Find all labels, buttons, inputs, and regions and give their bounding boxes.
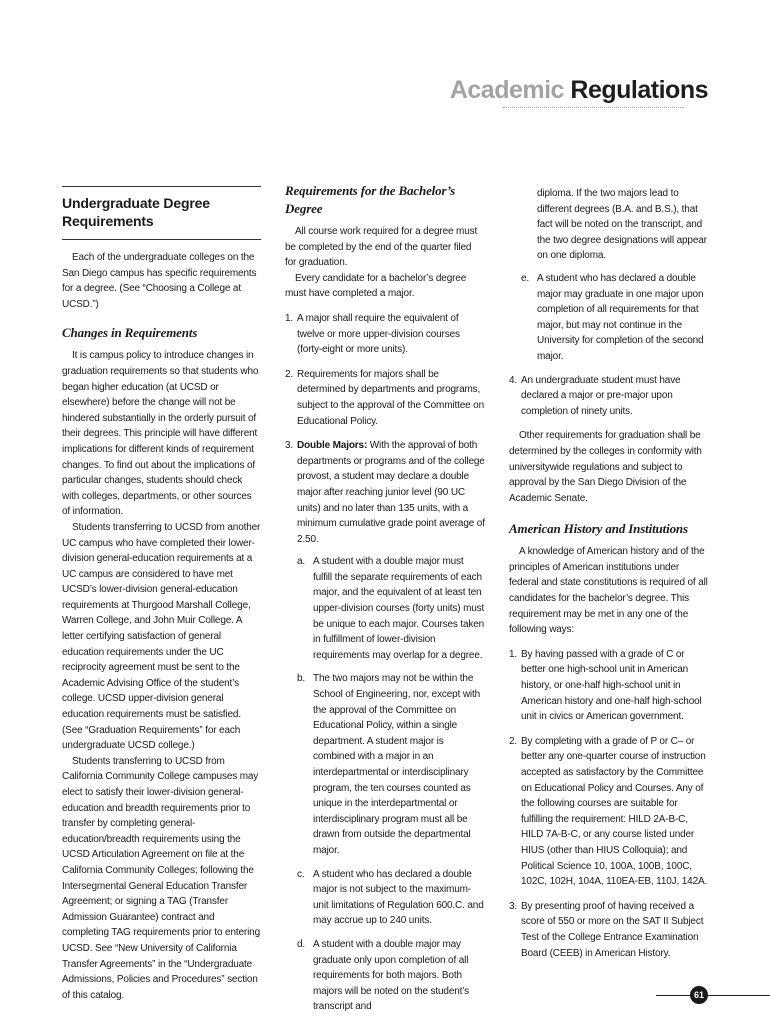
list-item: 4. An undergraduate student must have declared a major or pre-major upon completion of ninety units. [509, 374, 681, 417]
list-item: d. A student with a double major may graduate only upon completion of all requirements for both majors. Both majors will be noted on the student’s transcript and [297, 938, 470, 1013]
header-dotted-rule [503, 107, 683, 108]
section-heading: Undergraduate Degree Requirements [62, 195, 210, 229]
list-item: b. The two majors may not be within the School of Engineering, nor, except with the approval of the Committee on Educational Policy, within a single department. A student major is combined with a major in an interdepartmental or interdisciplinary program, the ten courses counted as unique in the interdepartmental or interdisciplinary program must all be drawn from outside the departmental major. [297, 673, 481, 856]
numbered-list [509, 647, 711, 961]
subheading-changes: Changes in Requirements [62, 325, 198, 341]
numbered-list [285, 311, 485, 1023]
list-item: 2. Requirements for majors shall be determined by departments and programs, subject to the approval of the Committee on Educational Policy. [285, 368, 484, 427]
paragraph: All course work required for a degree must be completed by the end of the quarter filed for graduation. [285, 226, 478, 269]
paragraph: Students transferring to UCSD from another UC campus who have completed their lower-division general-education requirements at a UC campus are considered to have met UCSD’s lower-division general-education requirements at Thurgood Marshall College, Warren College, and John Muir College. A letter certifying satisfaction of general education requirements under the UC reciprocity agreement must be sent to the Academic Advising Office of the student’s college. UCSD upper-division general education requirements must be satisfied. (See “Graduation Requirements” for each undergraduate UCSD college.) [62, 521, 261, 752]
section-rule-top [62, 186, 261, 187]
paragraph: A knowledge of American history and of the principles of American institutions under federal and state constitutions is required of all candidates for the bachelor’s degree. This requirement may be met in any one of the following ways: [509, 546, 708, 636]
subheading-american-history: American History and Institutions [509, 521, 688, 537]
subheading-bachelors: Requirements for the Bachelor’s Degree [285, 183, 456, 216]
list-item: e. A student who has declared a double major may graduate in one major upon completion of all requirements for that major, but may not continue in the University for completion of the second major. [521, 272, 704, 362]
paragraph: Students transferring to UCSD from California Community College campuses may elect to satisfy their lower-division general-education and breadth requirements prior to transfer by completing general-education/breadth requirements using the UCSD Articulation Agreement on file at the California Community Colleges; following the Intersegmental General Education Transfer Agreement; or signing a TAG (Transfer Admission Guarantee) contract and completing TAG requirements prior to entering UCSD. See “New University of California Transfer Agreements” in the “Undergraduate Admissions, Policies and Procedures” section of this catalog. [62, 755, 260, 1001]
paragraph: Other requirements for graduation shall be determined by the colleges in conformity with universitywide regulations and subject to approval by the San Diego Division of the Academic Senate. [509, 430, 702, 504]
lettered-list [297, 554, 485, 1015]
header-title-dark: Regulations [570, 76, 708, 104]
paragraph: It is campus policy to introduce changes in graduation requirements so that students who began higher education (at UCSD or elsewhere) before the change will not be hindered substantially in the orderly pursuit of their degrees. This principle will have different implications for different kinds of requirement changes. To find out about the implications of particular changes, students should check with colleges, departments, or other sources of information. [62, 350, 259, 518]
continued-text: diploma. If the two majors lead to different degrees (B.A. and B.S.), that fact will be noted on the transcript, and the two degree designations will appear on one diploma. [537, 188, 707, 262]
list-item: 2. By completing with a grade of P or C– or better any one-quarter course of instruction accepted as satisfactory by the Committee on Educational Policy and Courses. Any of the following courses are suitable for fulfilling the requirement: HILD 2A-B-C, HILD 7A-B-C, or any course listed under HIUS (other than HIUS Colloquia); and Political Science 10, 100A, 100B, 100C, 102C, 102H, 104A, 110EA-EB, 110J, 142A. [509, 735, 708, 888]
page-header [450, 76, 708, 105]
list-item: 1. By having passed with a grade of C or better one high-school unit in American history, or one-half high-school unit in American history and one-half high-school unit in civics or American government. [509, 648, 702, 723]
page-number-badge: 61 [690, 986, 708, 1004]
header-title-light: Academic [449, 76, 564, 104]
footer-rule [656, 995, 770, 996]
column-1 [62, 186, 261, 1003]
double-majors-label: Double Majors: [297, 440, 368, 452]
list-item: 3. By presenting proof of having received a score of 550 or more on the SAT II Subject Test of the College Entrance Examination Board (CEEB) in American History. [509, 900, 704, 959]
numbered-list [509, 373, 711, 420]
column-2 [285, 183, 485, 1032]
paragraph: Every candidate for a bachelor’s degree must have completed a major. [285, 272, 467, 300]
list-item: c. A student who has declared a double major is not subject to the maximum-unit limitations of Regulation 600.C. and may accrue up to 240 units. [297, 868, 484, 927]
lettered-list [521, 271, 711, 365]
list-item: a. A student with a double major must fulfill the separate requirements of each major, and the equivalent of at least ten upper-division courses (forty units) must be unique to each major. Courses taken in fulfillment of lower-division requirements may overlap for a degree. [297, 556, 485, 661]
section-rule-bottom [62, 239, 261, 240]
list-item: 1. A major shall require the equivalent of twelve or more upper-division courses (forty-eight or more units). [285, 312, 460, 356]
column-3 [509, 186, 711, 970]
list-item: 3. Double Majors: With the approval of both departments or programs and of the college provost, a student may declare a double major after reaching junior level (90 UC units) and no later than 135 units, with a minimum cumulative grade point average of 2.50. a. A student with a double major must fulfill the separate requirements of each major, and the equivalent of at least ten upper-division courses (forty units) must be unique to each major. Courses taken in fulfillment of lower-division requirements may overlap for a degree. b. The two majors may not be within the School of Engineering, nor, except with the approval of the Committee on Educational Policy, within a single department. A student major is combined with a major in an interdepartmental or interdisciplinary program, the ten courses counted as unique in the interdepartmental or interdisciplinary program must all be drawn from outside the departmental major. c. A student who has declared a double major is not subject to the maximum-unit limitations of Regulation 600.C. and may accrue up to 240 units. d. A student with a double major may graduate only upon completion of all requirements for both majors. Both majors will be noted on the student’s transcript and [285, 438, 485, 1023]
intro-paragraph: Each of the undergraduate colleges on the San Diego campus has specific requirements for a degree. (See “Choosing a College at UCSD.”) [62, 252, 257, 310]
